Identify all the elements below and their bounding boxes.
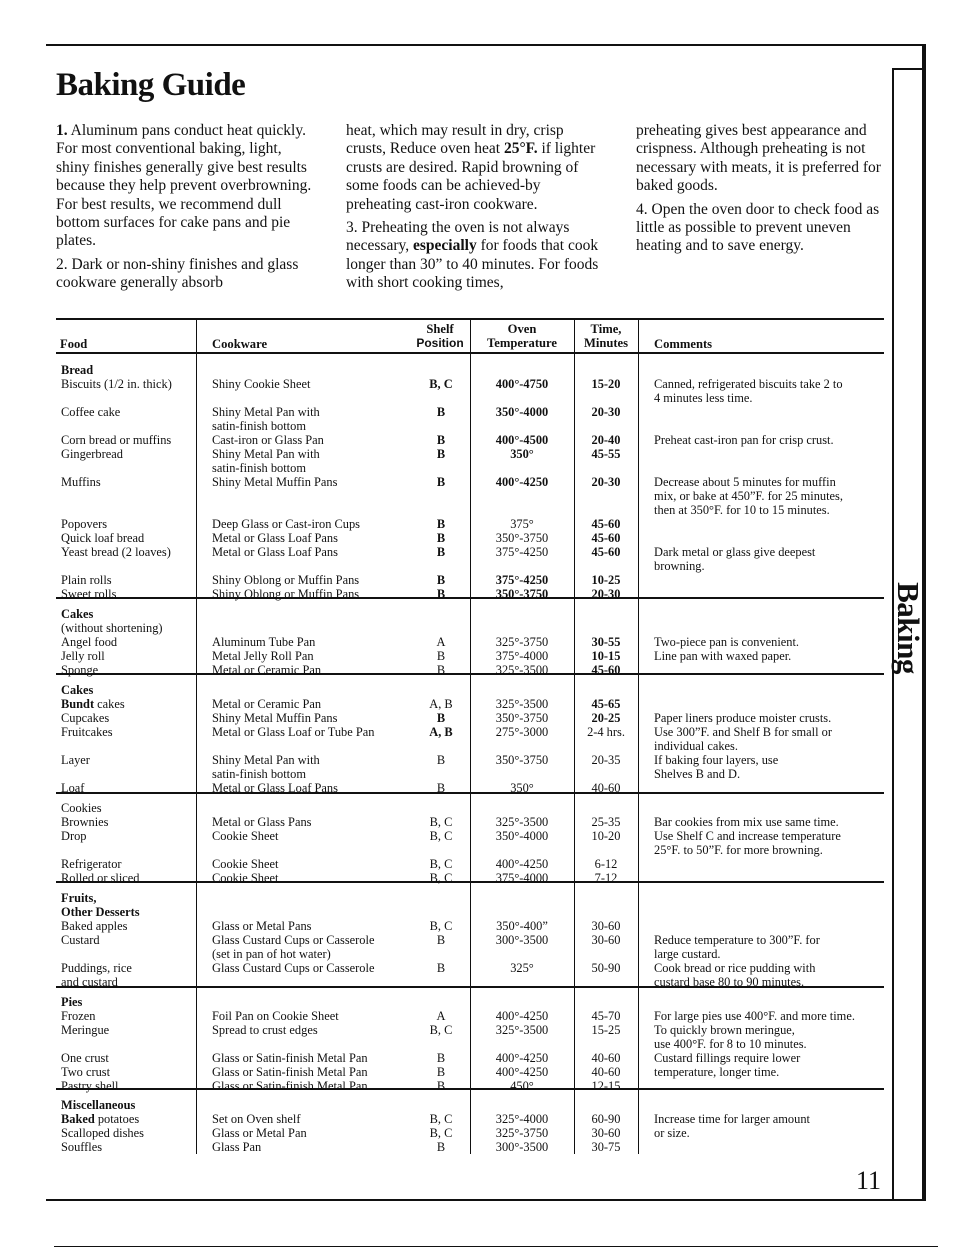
cookware-cell: Shiny Oblong or Muffin Pans — [212, 587, 360, 601]
shelf-cell: B — [436, 649, 446, 663]
oven-temp-cell: 300°-3500 — [495, 933, 549, 947]
food-cell: Pies — [61, 995, 83, 1009]
time-cell: 40-60 — [591, 1051, 621, 1065]
cookware-cell: Metal or Glass Loaf Pans — [212, 545, 338, 559]
oven-temp-cell: 325°-3500 — [495, 663, 549, 677]
oven-temp-cell: 325°-4000 — [495, 1112, 549, 1126]
oven-temp-cell: 350°-3750 — [495, 531, 549, 545]
time-cell: 10-20 — [591, 829, 621, 843]
time-cell: 45-60 — [591, 545, 621, 559]
time-cell: 7-12 — [594, 871, 618, 885]
time-cell: 10-25 — [591, 573, 621, 587]
intro-column-2 — [346, 122, 606, 298]
side-tab-border-top — [892, 68, 924, 70]
page-number: 11 — [856, 1166, 882, 1195]
food-cell: Gingerbread — [61, 447, 123, 461]
shelf-cell: B — [436, 961, 446, 975]
shelf-cell: B, C — [429, 1126, 453, 1140]
cookware-cell: Shiny Metal Pan with satin-finish bottom — [212, 405, 320, 433]
oven-temp-cell: 400°-4250 — [495, 475, 549, 489]
food-cell: Sponge — [61, 663, 99, 677]
shelf-cell: B — [436, 405, 446, 419]
shelf-cell: B — [436, 517, 446, 531]
food-cell: Refrigerator — [61, 857, 122, 871]
header-comments: Comments — [654, 337, 713, 351]
time-cell: 20-25 — [591, 711, 621, 725]
oven-temp-cell: 375° — [510, 517, 534, 531]
food-cell: Cakes — [61, 607, 94, 621]
cookware-cell: Deep Glass or Cast-iron Cups — [212, 517, 360, 531]
food-cell: Baked apples — [61, 919, 128, 933]
shelf-cell: B, C — [429, 1112, 453, 1126]
comments-cell: Use Shelf C and increase temperature 25°F. to 50”F. for more browning. — [654, 829, 841, 857]
oven-temp-cell: 450° — [510, 1079, 534, 1093]
food-cell: Fruits, — [61, 891, 97, 905]
shelf-cell: B — [436, 587, 446, 601]
cookware-cell: Shiny Metal Pan with satin-finish bottom — [212, 753, 320, 781]
shelf-cell: B — [436, 573, 446, 587]
time-cell: 40-60 — [591, 781, 621, 795]
page-title: Baking Guide — [56, 67, 246, 103]
shelf-cell: B — [436, 781, 446, 795]
cookware-cell: Glass Custard Cups or Casserole — [212, 961, 375, 975]
intro-column-3 — [636, 122, 886, 261]
oven-temp-cell: 350°-4000 — [495, 405, 549, 419]
oven-temp-cell: 375°-4000 — [495, 649, 549, 663]
food-cell: Fruitcakes — [61, 725, 113, 739]
oven-temp-cell: 400°-4500 — [495, 433, 549, 447]
comments-cell: If baking four layers, use Shelves B and D. — [654, 753, 779, 781]
cookware-cell: Metal or Glass Loaf Pans — [212, 531, 338, 545]
time-cell: 60-90 — [591, 1112, 621, 1126]
cookware-cell: Shiny Metal Pan with satin-finish bottom — [212, 447, 320, 475]
shelf-cell: B, C — [429, 871, 453, 885]
time-cell: 30-60 — [591, 1126, 621, 1140]
time-cell: 45-65 — [591, 697, 621, 711]
food-cell: Popovers — [61, 517, 108, 531]
intro-column-1 — [56, 122, 318, 298]
cookware-cell: Metal or Glass Loaf Pans — [212, 781, 338, 795]
cookware-cell: Glass or Metal Pan — [212, 1126, 307, 1140]
time-cell: 2-4 hrs. — [587, 725, 625, 739]
shelf-cell: B, C — [429, 377, 453, 391]
oven-temp-cell: 325°-3750 — [495, 635, 549, 649]
food-cell: Frozen — [61, 1009, 96, 1023]
time-cell: 45-70 — [591, 1009, 621, 1023]
time-cell: 25-35 — [591, 815, 621, 829]
food-cell: Loaf — [61, 781, 85, 795]
shelf-cell: B, C — [429, 829, 453, 843]
time-cell: 20-30 — [591, 475, 621, 489]
food-cell: Custard — [61, 933, 100, 947]
shelf-cell: B — [436, 1140, 446, 1154]
food-cell: Pastry shell — [61, 1079, 119, 1093]
bottom-rule — [46, 1199, 926, 1201]
shelf-cell: B — [436, 433, 446, 447]
shelf-cell: B — [436, 531, 446, 545]
cookware-cell: Glass or Satin-finish Metal Pan — [212, 1065, 368, 1079]
time-cell: 10-15 — [591, 649, 621, 663]
baking-guide-table — [56, 318, 884, 1154]
comments-cell: Two-piece pan is convenient. — [654, 635, 800, 649]
time-cell: 45-60 — [591, 531, 621, 545]
column-divider — [196, 320, 197, 1154]
food-cell: Cookies — [61, 801, 102, 815]
cookware-cell: Glass or Metal Pans — [212, 919, 312, 933]
oven-temp-cell: 400°-4250 — [495, 1051, 549, 1065]
cookware-cell: Metal Jelly Roll Pan — [212, 649, 314, 663]
oven-temp-cell: 275°-3000 — [495, 725, 549, 739]
intro-paragraph: 3. Preheating the oven is not always necessary, especially for foods that cook longer than 30” to 40 minutes. For foods with short cooking times, — [346, 219, 599, 292]
oven-temp-cell: 300°-3500 — [495, 1140, 549, 1154]
shelf-cell: A, B — [429, 725, 453, 739]
oven-temp-cell: 375°-4000 — [495, 871, 549, 885]
cookware-cell: Cookie Sheet — [212, 857, 279, 871]
cookware-cell: Shiny Cookie Sheet — [212, 377, 311, 391]
time-cell: 30-55 — [591, 635, 621, 649]
cookware-cell: Shiny Metal Muffin Pans — [212, 711, 338, 725]
cookware-cell: Glass Custard Cups or Casserole (set in pan of hot water) — [212, 933, 375, 961]
cookware-cell: Metal or Ceramic Pan — [212, 697, 322, 711]
time-cell: 40-60 — [591, 1065, 621, 1079]
cookware-cell: Aluminum Tube Pan — [212, 635, 316, 649]
comments-cell: Line pan with waxed paper. — [654, 649, 792, 663]
comments-cell: Paper liners produce moister crusts. — [654, 711, 832, 725]
oven-temp-cell: 375°-4250 — [495, 545, 549, 559]
intro-paragraph: 2. Dark or non-shiny finishes and glass cookware generally absorb — [56, 255, 299, 292]
food-cell: Biscuits (1/2 in. thick) — [61, 377, 172, 391]
oven-temp-cell: 400°-4250 — [495, 1065, 549, 1079]
cookware-cell: Glass Pan — [212, 1140, 262, 1154]
time-cell: 12-15 — [591, 1079, 621, 1093]
header-cookware: Cookware — [212, 337, 268, 351]
time-cell: 20-30 — [591, 587, 621, 601]
cookware-cell: Shiny Metal Muffin Pans — [212, 475, 338, 489]
food-cell: Bread — [61, 363, 94, 377]
food-cell: Baked potatoes — [61, 1112, 140, 1126]
comments-cell: Bar cookies from mix use same time. — [654, 815, 839, 829]
header-food: Food — [60, 337, 88, 351]
comments-cell: Custard fillings require lower temperature, longer time. — [654, 1051, 801, 1079]
time-cell: 20-40 — [591, 433, 621, 447]
cookware-cell: Metal or Glass Loaf or Tube Pan — [212, 725, 375, 739]
cookware-cell: Cookie Sheet — [212, 829, 279, 843]
food-cell: Cupcakes — [61, 711, 110, 725]
cookware-cell: Foil Pan on Cookie Sheet — [212, 1009, 339, 1023]
shelf-cell: B, C — [429, 815, 453, 829]
oven-temp-cell: 350°-3750 — [495, 587, 549, 601]
comments-cell: Increase time for larger amount or size. — [654, 1112, 810, 1140]
food-cell: Jelly roll — [61, 649, 105, 663]
cookware-cell: Glass or Satin-finish Metal Pan — [212, 1079, 368, 1093]
comments-cell: Use 300”F. and Shelf B for small or individual cakes. — [654, 725, 832, 753]
food-cell: (without shortening) — [61, 621, 163, 635]
oven-temp-cell: 400°-4250 — [495, 1009, 549, 1023]
oven-temp-cell: 400°-4250 — [495, 857, 549, 871]
food-cell: Rolled or sliced — [61, 871, 140, 885]
oven-temp-cell: 350°-400” — [496, 919, 548, 933]
food-cell: Quick loaf bread — [61, 531, 145, 545]
column-divider — [638, 320, 639, 1154]
shelf-cell: B — [436, 753, 446, 767]
shelf-cell: A — [436, 1009, 446, 1023]
oven-temp-cell: 325°-3500 — [495, 697, 549, 711]
food-cell: Corn bread or muffins — [61, 433, 172, 447]
food-cell: Other Desserts — [61, 905, 140, 919]
shelf-cell: B, C — [429, 1023, 453, 1037]
shelf-cell: B — [436, 447, 446, 461]
shelf-cell: A — [436, 635, 446, 649]
cookware-cell: Shiny Oblong or Muffin Pans — [212, 573, 360, 587]
intro-paragraph: 4. Open the oven door to check food as little as possible to prevent uneven heating and to save energy. — [636, 200, 880, 255]
header-shelf-line2: Position — [416, 336, 464, 350]
comments-cell: Canned, refrigerated biscuits take 2 to 4 minutes less time. — [654, 377, 843, 405]
cookware-cell: Set on Oven shelf — [212, 1112, 301, 1126]
time-cell: 30-60 — [591, 919, 621, 933]
time-cell: 20-30 — [591, 405, 621, 419]
oven-temp-cell: 400°-4750 — [495, 377, 549, 391]
time-cell: 45-60 — [591, 663, 621, 677]
oven-temp-cell: 325°-3750 — [495, 1126, 549, 1140]
food-cell: Muffins — [61, 475, 101, 489]
side-tab — [891, 578, 926, 678]
time-cell: 20-35 — [591, 753, 621, 767]
shelf-cell: B — [436, 475, 446, 489]
shelf-cell: B — [436, 1051, 446, 1065]
food-cell: Scalloped dishes — [61, 1126, 144, 1140]
header-shelf-line1: Shelf — [426, 322, 454, 336]
time-cell: 45-60 — [591, 517, 621, 531]
food-cell: Sweet rolls — [61, 587, 117, 601]
oven-temp-cell: 325°-3500 — [495, 1023, 549, 1037]
intro-paragraph: preheating gives best appearance and crispness. Although preheating is not necessary with meats, it is preferred for baked goods. — [636, 122, 881, 195]
time-cell: 15-20 — [591, 377, 621, 391]
shelf-cell: B — [436, 1065, 446, 1079]
time-cell: 30-60 — [591, 933, 621, 947]
food-cell: Cakes — [61, 683, 94, 697]
cookware-cell: Cookie Sheet — [212, 871, 279, 885]
footer-rule — [54, 1246, 938, 1247]
food-cell: Puddings, rice — [61, 961, 132, 975]
cookware-cell: Metal or Ceramic Pan — [212, 663, 322, 677]
shelf-cell: B — [436, 663, 446, 677]
intro-paragraph: 1. Aluminum pans conduct heat quickly. For most conventional baking, light, shiny finishes generally give best results because they help prevent overbrowning. For best results, we recommend dull bottom surfaces for cake pans and pie plates. — [56, 122, 312, 250]
comments-cell: Cook bread or rice pudding with custard base 80 to 90 minutes. — [654, 961, 816, 989]
food-cell: Angel food — [61, 635, 118, 649]
time-cell: 45-55 — [591, 447, 621, 461]
food-cell: Coffee cake — [61, 405, 121, 419]
cookware-cell: Spread to crust edges — [212, 1023, 318, 1037]
header-oven-line2: Temperature — [487, 336, 557, 350]
shelf-cell: B — [436, 933, 446, 947]
comments-cell: Preheat cast-iron pan for crisp crust. — [654, 433, 834, 447]
shelf-cell: A, B — [429, 697, 453, 711]
food-cell: Meringue — [61, 1023, 110, 1037]
food-cell: Yeast bread (2 loaves) — [61, 545, 171, 559]
shelf-cell: B — [436, 711, 446, 725]
oven-temp-cell: 350°-3750 — [495, 753, 549, 767]
side-tab-label: Baking — [891, 582, 926, 674]
food-cell: Drop — [61, 829, 87, 843]
oven-temp-cell: 350° — [510, 781, 534, 795]
time-cell: 30-75 — [591, 1140, 621, 1154]
oven-temp-cell: 350°-4000 — [495, 829, 549, 843]
food-cell: Miscellaneous — [61, 1098, 136, 1112]
comments-cell: Reduce temperature to 300”F. for large custard. — [654, 933, 820, 961]
shelf-cell: B, C — [429, 857, 453, 871]
top-rule — [46, 44, 926, 46]
oven-temp-cell: 325° — [510, 961, 534, 975]
time-cell: 50-90 — [591, 961, 621, 975]
intro-paragraph: heat, which may result in dry, crisp crusts, Reduce oven heat 25°F. if lighter crusts are desired. Rapid browning of some foods can be achieved-by preheating cast-iron cookware. — [346, 122, 596, 213]
food-cell: Brownies — [61, 815, 109, 829]
header-time-line1: Time, — [590, 322, 622, 336]
shelf-cell: B, C — [429, 919, 453, 933]
shelf-cell: B — [436, 1079, 446, 1093]
comments-cell: Dark metal or glass give deepest browning. — [654, 545, 816, 573]
header-oven-line1: Oven — [507, 322, 537, 336]
food-cell: Layer — [61, 753, 90, 767]
food-cell: Two crust — [61, 1065, 111, 1079]
oven-temp-cell: 350°-3750 — [495, 711, 549, 725]
comments-cell: To quickly brown meringue, use 400°F. for 8 to 10 minutes. — [654, 1023, 807, 1051]
oven-temp-cell: 350° — [510, 447, 534, 461]
comments-cell: Decrease about 5 minutes for muffin mix, or bake at 450”F. for 25 minutes, then at 350°F. for 10 to 15 minutes. — [654, 475, 843, 517]
food-cell: Plain rolls — [61, 573, 112, 587]
header-time-line2: Minutes — [583, 336, 629, 350]
oven-temp-cell: 325°-3500 — [495, 815, 549, 829]
cookware-cell: Cast-iron or Glass Pan — [212, 433, 324, 447]
shelf-cell: B — [436, 545, 446, 559]
time-cell: 15-25 — [591, 1023, 621, 1037]
food-cell: Bundt cakes — [61, 697, 125, 711]
food-cell: One crust — [61, 1051, 109, 1065]
comments-cell: For large pies use 400°F. and more time. — [654, 1009, 855, 1023]
food-cell: Souffles — [61, 1140, 103, 1154]
time-cell: 6-12 — [594, 857, 618, 871]
oven-temp-cell: 375°-4250 — [495, 573, 549, 587]
cookware-cell: Glass or Satin-finish Metal Pan — [212, 1051, 368, 1065]
food-cell: and custard — [61, 975, 118, 989]
cookware-cell: Metal or Glass Pans — [212, 815, 312, 829]
